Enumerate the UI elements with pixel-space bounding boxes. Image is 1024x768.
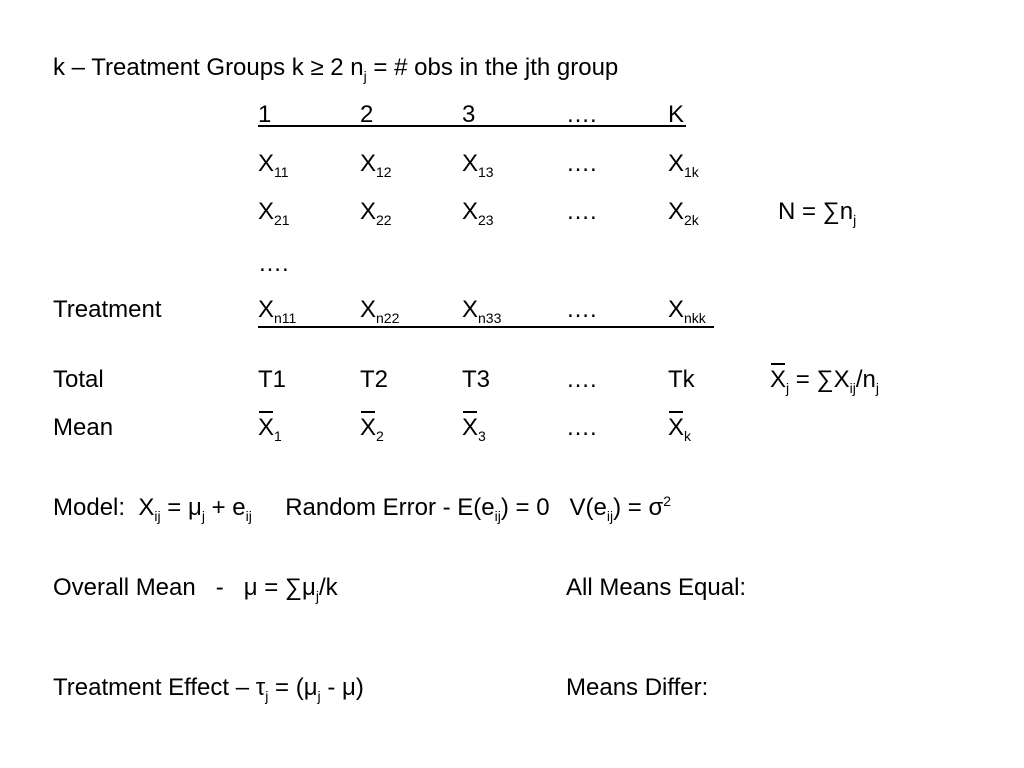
mean-x1: $X_1$	[258, 414, 282, 442]
xbar-overline	[771, 363, 785, 365]
treatment-effect-formula: Treatment Effect – $\tau_j = (\mu_j - \mu)$	[53, 674, 364, 704]
obs-xn11: $X_{n11}$	[258, 296, 297, 326]
obs-x22: $X_{22}$	[360, 198, 392, 228]
mean-x1-overline	[259, 411, 273, 413]
mean-x2: $X_2$	[360, 414, 384, 442]
group-mean-formula: $X_j = \sum X_{ij}/n_j$	[770, 366, 879, 394]
obs-x1k: $X_{1k}$	[668, 150, 699, 180]
total-t2: T2	[360, 366, 389, 393]
obs-x2k: $X_{2k}$	[668, 198, 699, 228]
total-label: Total	[53, 366, 104, 393]
group-header-3: 3	[462, 101, 476, 128]
model-equation: Model: $X_{ij} = \mu_j + e_{ij}$ Random Error - $E(e_{ij}) = 0$ $V(e_{ij}) = \sigma^2$	[53, 493, 672, 524]
group-header-k: K	[668, 101, 685, 128]
obs-row2-ellipsis: ….	[566, 198, 597, 225]
obs-x13: $X_{13}$	[462, 150, 494, 180]
obs-x11: $X_{11}$	[258, 150, 289, 180]
total-tk: Tk	[668, 366, 695, 393]
obs-xn33: $X_{n33}$	[462, 296, 502, 326]
obs-x21: $X_{21}$	[258, 198, 290, 228]
mean-xk-overline	[669, 411, 683, 413]
obs-row1-ellipsis: ….	[566, 150, 597, 177]
obs-xnkk: $X_{nkk}$	[668, 296, 706, 326]
obs-xn22: $X_{n22}$	[360, 296, 400, 326]
mean-x2-overline	[361, 411, 375, 413]
design-description: k – Treatment Groups k ≥ 2 $n_j$ = # obs in the jth group	[53, 54, 619, 84]
total-n-formula: $N = \sum n_j$	[778, 198, 857, 228]
all-means-equal-label: All Means Equal:	[566, 574, 747, 601]
total-t3: T3	[462, 366, 491, 393]
treatment-label: Treatment	[53, 296, 162, 323]
treatment-underline	[258, 326, 714, 328]
total-ellipsis: ….	[566, 366, 597, 393]
obs-treatment-ellipsis: ….	[566, 296, 597, 323]
mean-xk: $X_k$	[668, 414, 691, 442]
overall-mean-formula: Overall Mean - $\mu = \sum\mu_j/k$	[53, 574, 338, 604]
mean-ellipsis: ….	[566, 414, 597, 441]
total-t1: T1	[258, 366, 287, 393]
group-header-2: 2	[360, 101, 374, 128]
group-header-1: 1	[258, 101, 272, 128]
mean-x3: $X_3$	[462, 414, 486, 442]
means-differ-label: Means Differ:	[566, 674, 709, 701]
rows-ellipsis: ….	[258, 250, 289, 277]
obs-x12: $X_{12}$	[360, 150, 392, 180]
group-header-ellipsis: ….	[566, 101, 597, 128]
mean-label: Mean	[53, 414, 114, 441]
obs-x23: $X_{23}$	[462, 198, 494, 228]
mean-x3-overline	[463, 411, 477, 413]
